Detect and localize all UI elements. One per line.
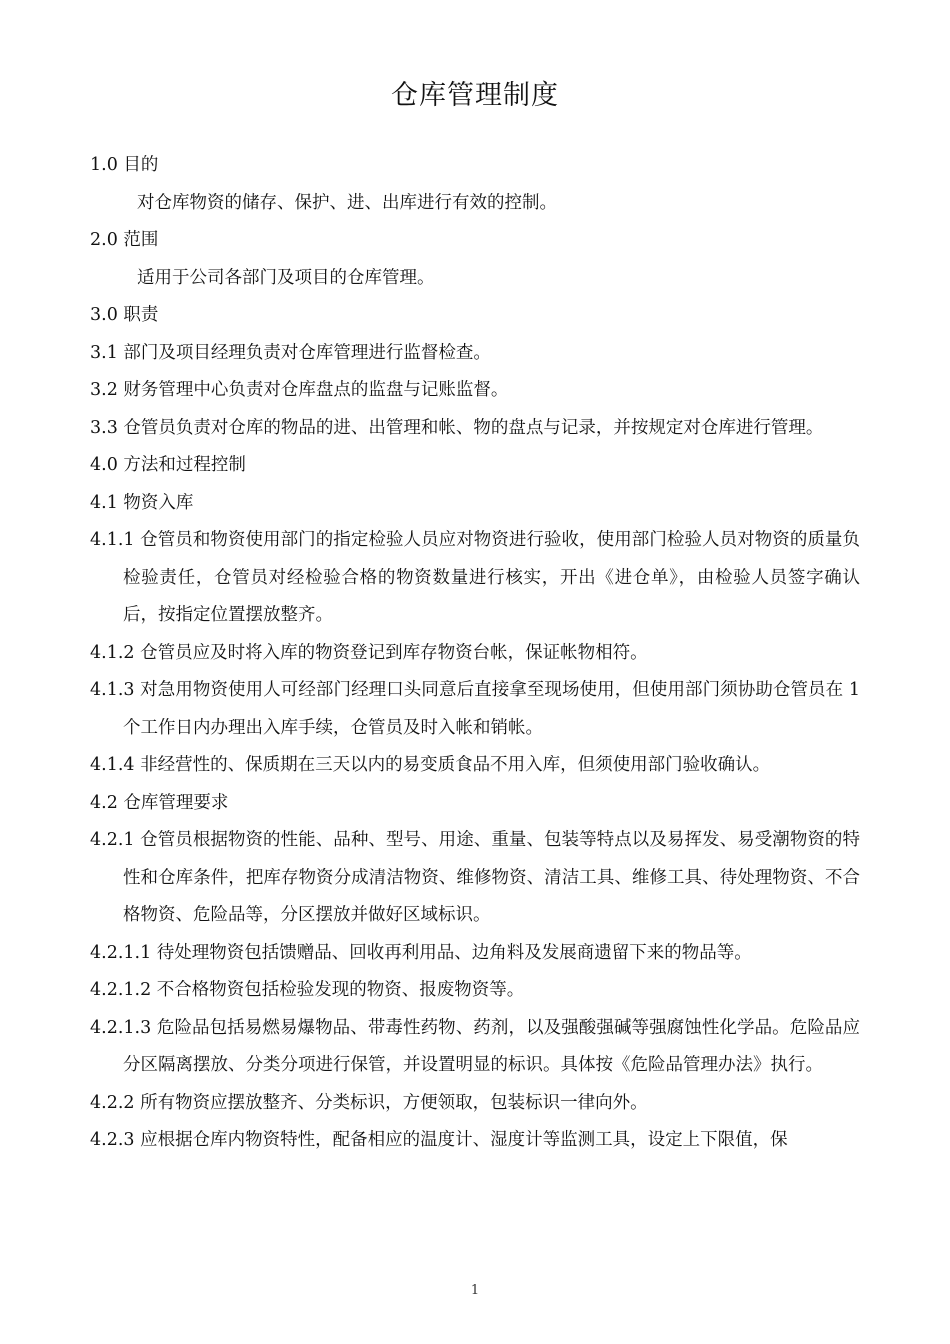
document-body [90,147,860,1160]
paragraph: 4.2.1 仓管员根据物资的性能、品种、型号、用途、重量、包装等特点以及易挥发、易受潮物资的特性和仓库条件，把库存物资分成清洁物资、维修物资、清洁工具、维修工具、待处理物资、不合格物资、危险品等，分区摆放并做好区域标识。 [90,830,860,925]
paragraph: 2.0 范围 [90,230,159,250]
paragraph: 4.2.3 应根据仓库内物资特性，配备相应的温度计、湿度计等监测工具，设定上下限值，保 [90,1130,788,1150]
paragraph: 4.2 仓库管理要求 [90,792,229,813]
page-number: 1 [470,1283,480,1298]
paragraph: 3.2 财务管理中心负责对仓库盘点的监盘与记账监督。 [90,380,509,400]
paragraph: 4.1.4 非经营性的、保质期在三天以内的易变质食品不用入库，但须使用部门验收确认。 [90,755,771,775]
paragraph: 4.2.1.3 危险品包括易燃易爆物品、带毒性药物、药剂，以及强酸强碱等强腐蚀性化学品。危险品应分区隔离摆放、分类分项进行保管，并设置明显的标识。具体按《危险品管理办法》执行。 [90,1017,860,1075]
paragraph: 3.1 部门及项目经理负责对仓库管理进行监督检查。 [90,342,491,363]
paragraph: 4.2.1.2 不合格物资包括检验发现的物资、报废物资等。 [90,980,525,1000]
paragraph: 4.2.2 所有物资应摆放整齐、分类标识，方便领取，包装标识一律向外。 [90,1092,648,1113]
paragraph: 4.1.2 仓管员应及时将入库的物资登记到库存物资台帐，保证帐物相符。 [90,642,648,663]
paragraph: 对仓库物资的储存、保护、进、出库进行有效的控制。 [137,192,557,213]
paragraph: 3.0 职责 [90,305,159,325]
paragraph: 适用于公司各部门及项目的仓库管理。 [137,267,435,288]
paragraph: 4.1.3 对急用物资使用人可经部门经理口头同意后直接拿至现场使用，但使用部门须协助仓管员在 1 个工作日内办理出入库手续，仓管员及时入帐和销帐。 [90,680,860,738]
paragraph: 1.0 目的 [90,155,159,175]
paragraph: 4.2.1.1 待处理物资包括馈赠品、回收再利用品、边角料及发展商遗留下来的物品等。 [90,942,752,963]
paragraph: 4.1 物资入库 [90,492,194,513]
paragraph: 4.1.1 仓管员和物资使用部门的指定检验人员应对物资进行验收，使用部门检验人员对物资的质量负检验责任，仓管员对经检验合格的物资数量进行核实，开出《进仓单》，由检验人员签字确认后，按指定位置摆放整齐。 [90,530,860,625]
paragraph: 4.0 方法和过程控制 [90,455,246,475]
page-title: 仓库管理制度 [391,80,559,111]
paragraph: 3.3 仓管员负责对仓库的物品的进、出管理和帐、物的盘点与记录，并按规定对仓库进行管理。 [90,417,824,438]
